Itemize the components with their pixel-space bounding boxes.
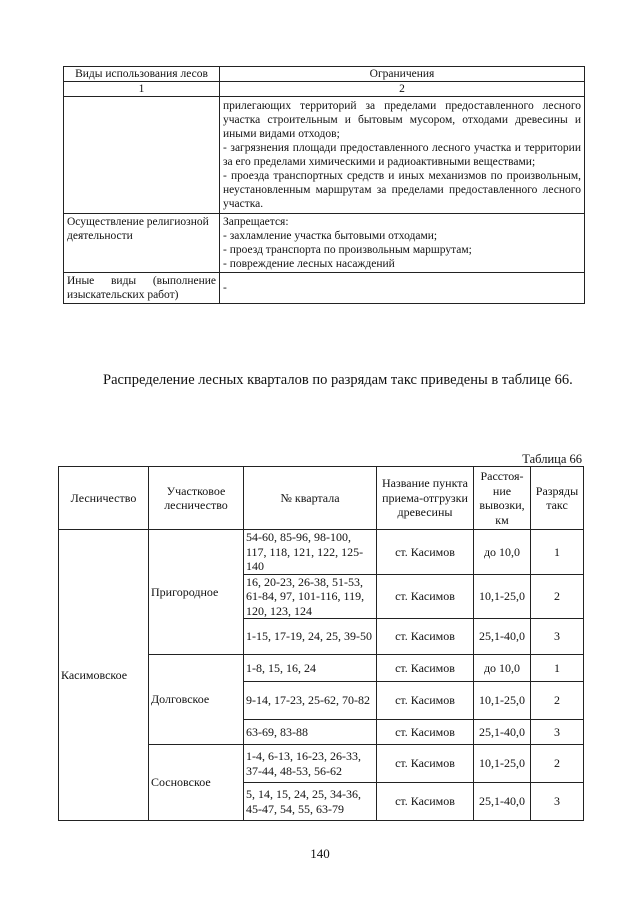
use-survey-works: Иные виды (выполнение изыскательских работ) bbox=[64, 273, 220, 304]
table-caption: Таблица 66 bbox=[522, 452, 582, 466]
loading-point: ст. Касимов bbox=[377, 574, 474, 619]
haul-distance: до 10,0 bbox=[474, 655, 531, 682]
restrictions-continued bbox=[220, 97, 585, 214]
header-restrictions: Ограничения bbox=[220, 67, 585, 82]
tax-category: 2 bbox=[531, 574, 584, 619]
header-district: Участковое лесничество bbox=[149, 467, 244, 530]
tax-category: 2 bbox=[531, 745, 584, 783]
tax-category-table bbox=[58, 466, 584, 821]
table-row bbox=[64, 273, 585, 304]
forestry-name: Касимовское bbox=[59, 530, 149, 821]
loading-point: ст. Касимов bbox=[377, 655, 474, 682]
restriction-line: - повреждение лесных насаждений bbox=[223, 258, 395, 270]
use-religious-activity: Осуществление религиозной деятельности bbox=[64, 214, 220, 273]
haul-distance: 25,1-40,0 bbox=[474, 619, 531, 655]
loading-point: ст. Касимов bbox=[377, 783, 474, 821]
haul-distance: 10,1-25,0 bbox=[474, 682, 531, 720]
header-category: Разряды такс bbox=[531, 467, 584, 530]
tax-category: 3 bbox=[531, 783, 584, 821]
table-row bbox=[59, 530, 584, 575]
loading-point: ст. Касимов bbox=[377, 720, 474, 745]
tax-category: 1 bbox=[531, 530, 584, 575]
column-number-2: 2 bbox=[220, 82, 585, 97]
district-name: Сосновское bbox=[149, 745, 244, 821]
forest-use-restrictions-table bbox=[63, 66, 585, 304]
quarter-list: 54-60, 85-96, 98-100, 117, 118, 121, 122, 125-140 bbox=[244, 530, 377, 575]
quarter-list: 1-8, 15, 16, 24 bbox=[244, 655, 377, 682]
loading-point: ст. Касимов bbox=[377, 682, 474, 720]
restriction-line: прилегающих территорий за пределами предоставленного лесного участка строительным и бытовым мусором, отходами древесины и иными видами отходов; bbox=[223, 100, 581, 140]
haul-distance: 10,1-25,0 bbox=[474, 745, 531, 783]
haul-distance: 10,1-25,0 bbox=[474, 574, 531, 619]
header-use-types: Виды использования лесов bbox=[64, 67, 220, 82]
quarter-list: 9-14, 17-23, 25-62, 70-82 bbox=[244, 682, 377, 720]
haul-distance: 25,1-40,0 bbox=[474, 783, 531, 821]
restriction-line: - проезд транспорта по произвольным маршрутам; bbox=[223, 244, 472, 256]
restriction-line: - захламление участка бытовыми отходами; bbox=[223, 230, 438, 242]
use-cell-empty bbox=[64, 97, 220, 214]
loading-point: ст. Касимов bbox=[377, 745, 474, 783]
quarter-list: 1-4, 6-13, 16-23, 26-33, 37-44, 48-53, 56-62 bbox=[244, 745, 377, 783]
table-header-row bbox=[59, 467, 584, 530]
header-point: Название пункта приема-отгрузки древесины bbox=[377, 467, 474, 530]
restrictions-survey: - bbox=[220, 273, 585, 304]
restriction-line: - загрязнения площади предоставленного лесного участка и территории за его пределами химическими и радиоактивными веществами; bbox=[223, 142, 581, 168]
loading-point: ст. Касимов bbox=[377, 530, 474, 575]
tax-category: 2 bbox=[531, 682, 584, 720]
page-number: 140 bbox=[310, 846, 330, 861]
haul-distance: 25,1-40,0 bbox=[474, 720, 531, 745]
tax-category: 3 bbox=[531, 619, 584, 655]
district-name: Долговское bbox=[149, 655, 244, 745]
table-header-row bbox=[64, 67, 585, 82]
header-distance: Расстоя-ние вывозки, км bbox=[474, 467, 531, 530]
loading-point: ст. Касимов bbox=[377, 619, 474, 655]
restriction-line: Запрещается: bbox=[223, 216, 289, 228]
table-row bbox=[64, 97, 585, 214]
table-row bbox=[64, 214, 585, 273]
body-paragraph: Распределение лесных кварталов по разрядам такс приведены в таблице 66. bbox=[103, 372, 573, 388]
column-number-1: 1 bbox=[64, 82, 220, 97]
quarter-list: 16, 20-23, 26-38, 51-53, 61-84, 97, 101-116, 119, 120, 123, 124 bbox=[244, 574, 377, 619]
restriction-line: - проезда транспортных средств и иных механизмов по произвольным, неустановленным маршрутам за пределами предоставленного лесного участка. bbox=[223, 170, 581, 210]
haul-distance: до 10,0 bbox=[474, 530, 531, 575]
table-number-row bbox=[64, 82, 585, 97]
restrictions-religious bbox=[220, 214, 585, 273]
tax-category: 1 bbox=[531, 655, 584, 682]
district-name: Пригородное bbox=[149, 530, 244, 655]
header-quarter: № квартала bbox=[244, 467, 377, 530]
quarter-list: 1-15, 17-19, 24, 25, 39-50 bbox=[244, 619, 377, 655]
tax-category: 3 bbox=[531, 720, 584, 745]
quarter-list: 5, 14, 15, 24, 25, 34-36, 45-47, 54, 55, 63-79 bbox=[244, 783, 377, 821]
header-forestry: Лесничество bbox=[59, 467, 149, 530]
quarter-list: 63-69, 83-88 bbox=[244, 720, 377, 745]
